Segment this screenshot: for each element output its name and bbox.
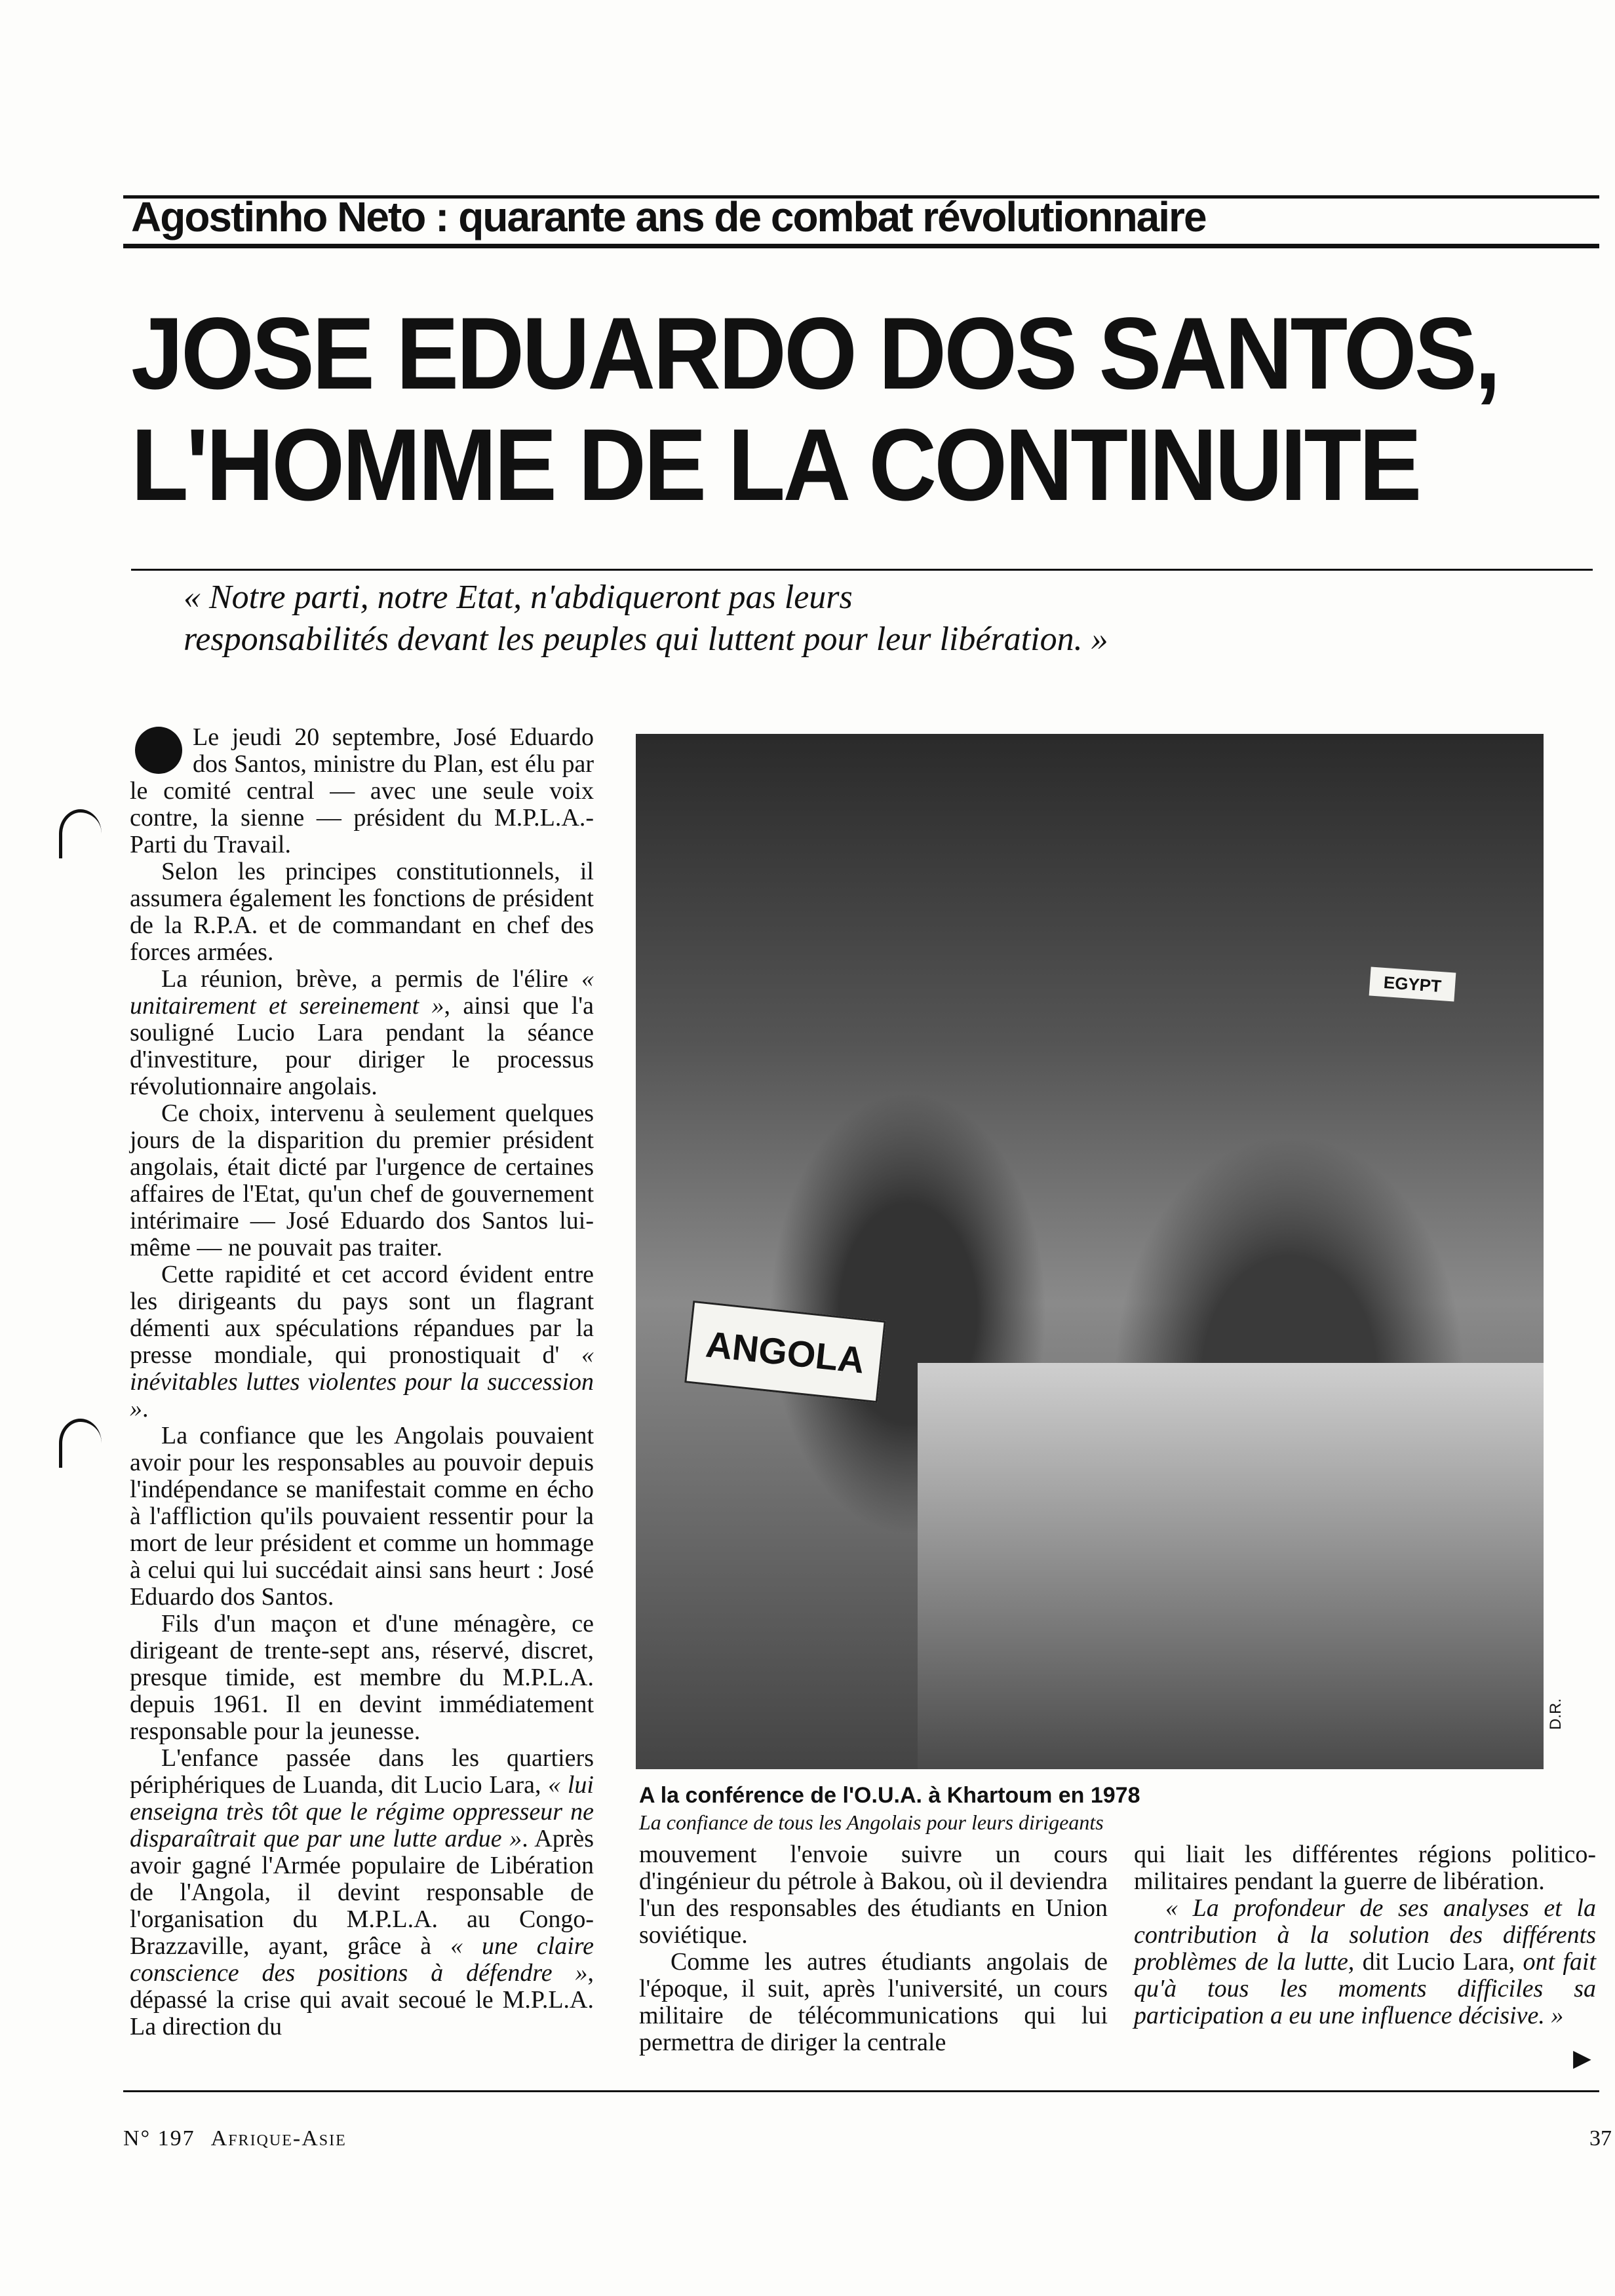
conference-photo [636,734,1544,1769]
article-column-1 [130,724,594,2040]
paragraph: Fils d'un maçon et d'une ménagère, ce dirigeant de trente-sept ans, réservé, discret, presque timide, est membre du M.P.L.A. depuis 1961. Il en devint immédiatement responsable pour la jeunesse. [130,1610,594,1745]
angola-nameplate: ANGOLA [684,1301,886,1403]
paragraph: Comme les autres étudiants angolais de l'époque, il suit, après l'université, un cours militaire de télécommunications qui lui permettra de diriger la centrale [639,1948,1108,2056]
binder-hole-mark [59,1419,102,1468]
egypt-nameplate: EGYPT [1369,967,1456,1002]
drop-bullet-icon [135,727,182,774]
paragraph: La confiance que les Angolais pouvaient avoir pour les responsables au pouvoir depuis l'indépendance se manifestait comme en écho à l'affliction qu'ils pouvaient ressentir pour la mort de leur président et comme un hommage à celui qui lui succédait ainsi sans heurt : José Eduardo dos Santos. [130,1422,594,1611]
pull-quote [184,577,1363,660]
continue-arrow-icon: ▶ [1573,2045,1591,2071]
article-column-3 [1134,1841,1596,2029]
photo-caption-title: A la conférence de l'O.U.A. à Khartoum en 1978 [639,1783,1140,1808]
photo-credit: D.R. [1547,1698,1565,1730]
footer-issue [123,2126,347,2151]
paragraph: L'enfance passée dans les quartiers périphériques de Luanda, dit Lucio Lara, « lui enseigna très tôt que le régime oppresseur ne disparaîtrait que par une lutte ardue ». Après avoir gagné l'Armée populaire de Libération de l'Angola, il devint responsable de l'organisation du M.P.L.A. au Congo-Brazzaville, ayant, grâce à « une claire conscience des positions à défendre », dépassé la crise qui avait secoué le M.P.L.A. La direction du [130,1744,594,2040]
bottom-rule [123,2090,1599,2092]
article-column-2 [639,1841,1108,2056]
pull-quote-line-1: « Notre parti, notre Etat, n'abdiqueront pas leurs [184,579,853,616]
issue-number: N° 197 [123,2126,195,2151]
publication-name: Afrique-Asie [210,2126,347,2151]
page-number: 37 [1589,2126,1612,2151]
paragraph: La réunion, brève, a permis de l'élire « unitairement et sereinement », ainsi que l'a souligné Lucio Lara pendant la séance d'investiture, pour diriger le processus révolutionnaire angolais. [130,965,594,1100]
photo-caption-subtitle: La confiance de tous les Angolais pour leurs dirigeants [639,1810,1104,1834]
paragraph: Ce choix, intervenu à seulement quelques jours de la disparition du premier président angolais, était dicté par l'urgence de certaines affaires de l'Etat, qu'un chef de gouvernement intérimaire — José Eduardo dos Santos lui-même — ne pouvait pas traiter. [130,1100,594,1261]
photo-podium [918,1363,1544,1769]
main-headline [131,297,1499,522]
binder-hole-mark [59,809,102,858]
paragraph: mouvement l'envoie suivre un cours d'ingénieur du pétrole à Bakou, où il deviendra l'un des responsables des étudiants en Union soviétique. [639,1841,1108,1949]
paragraph: qui liait les différentes régions politico-militaires pendant la guerre de libération. [1134,1841,1596,1895]
pull-quote-line-2: responsabilités devant les peuples qui luttent pour leur libération. » [184,621,1108,658]
kicker-heading: Agostinho Neto : quarante ans de combat révolutionnaire [131,193,1206,240]
paragraph: Cette rapidité et cet accord évident entre les dirigeants du pays sont un flagrant démenti aux spéculations répandues par la presse mondiale, qui pronostiquait d' « inévitables luttes violentes pour la succession ». [130,1261,594,1423]
paragraph: « La profondeur de ses analyses et la contribution à la solution des différents problèmes de la lutte, dit Lucio Lara, ont fait qu'à tous les moments difficiles sa participation a eu une influence décisive. » [1134,1894,1596,2029]
quote-rule [131,569,1593,571]
headline-line-1: JOSE EDUARDO DOS SANTOS, [131,297,1499,411]
headline-line-2: L'HOMME DE LA CONTINUITE [131,408,1420,522]
kicker-underline [123,244,1599,248]
paragraph: Le jeudi 20 septembre, José Eduardo dos Santos, ministre du Plan, est élu par le comité central — avec une seule voix contre, la sienne — président du M.P.L.A.-Parti du Travail. [130,723,594,858]
paragraph: Selon les principes constitutionnels, il assumera également les fonctions de président de la R.P.A. et de commandant en chef des forces armées. [130,858,594,966]
